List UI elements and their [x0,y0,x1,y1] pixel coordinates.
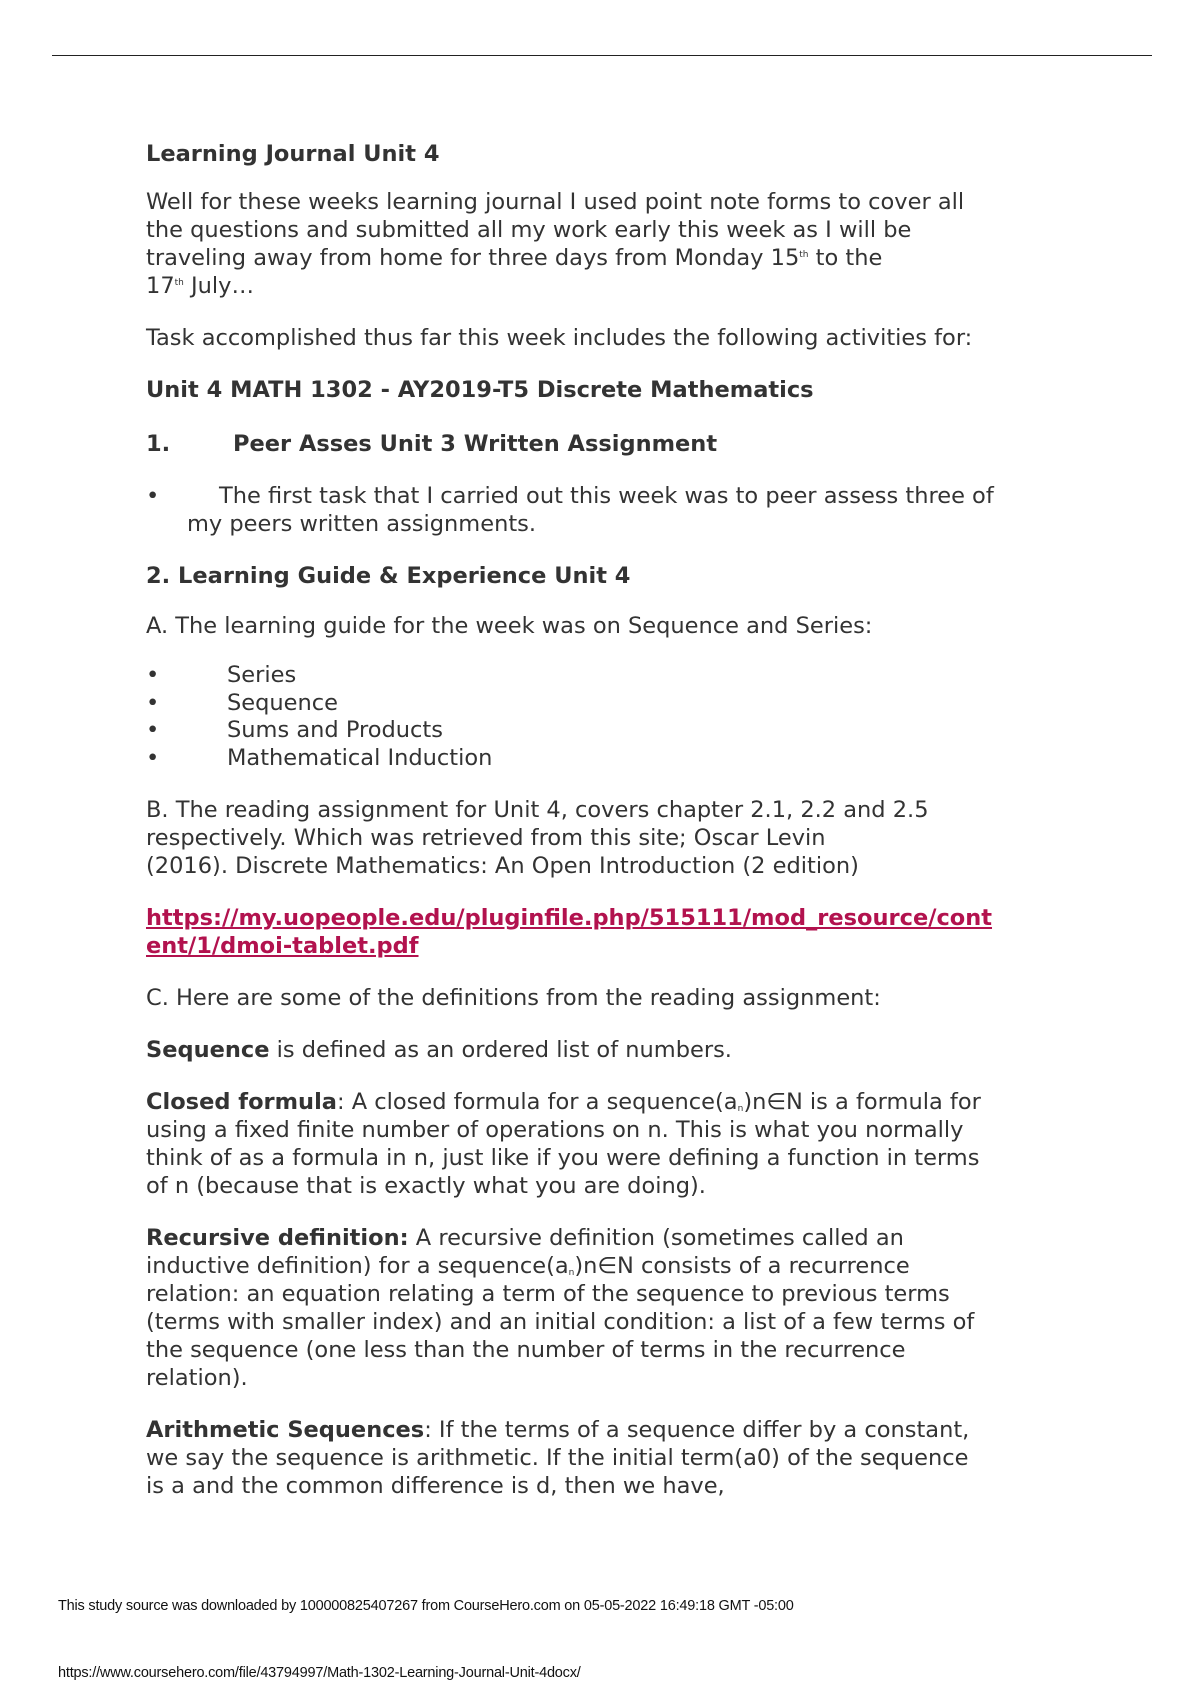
course-heading: Unit 4 MATH 1302 - AY2019-T5 Discrete Mathematics [146,377,814,403]
reading-assignment-paragraph: B. The reading assignment for Unit 4, covers chapter 2.1, 2.2 and 2.5 respectively. Which was retrieved from this site; Oscar Levin (2016). Discrete Mathematics: An Open Introduction (2 edition) [146,797,929,879]
definition-arithmetic: Arithmetic Sequences: If the terms of a sequence differ by a constant, we say the sequence is arithmetic. If the initial term(a0) of the sequence is a and the common difference is d, then we have, [146,1417,970,1499]
definitions-intro: C. Here are some of the definitions from the reading assignment: [146,985,881,1011]
intro-line-2: the questions and submitted all my work early this week as I will be [146,217,912,243]
topic-list [146,662,1086,772]
learning-guide-intro: A. The learning guide for the week was on Sequence and Series: [146,613,873,639]
intro-line-1: Well for these weeks learning journal I used point note forms to cover all [146,189,965,215]
section-2-heading: 2. Learning Guide & Experience Unit 4 [146,563,631,589]
list-item: • Mathematical Induction [146,744,493,771]
intro-line-3: traveling away from home for three days from Monday 15 [146,245,800,271]
bullet-icon: • [146,689,160,716]
section-number: 1. [146,431,171,457]
superscript-th: th [799,250,809,260]
term: Sequence [146,1037,270,1063]
bullet-icon: • [146,483,160,509]
definition-recursive: Recursive definition: A recursive definition (sometimes called an inductive definition) for a $sequence(a_n)n\in N$ consists of a recurrence relation: an equation relating a term of the sequence to previous terms (terms with smaller index) and an initial condition: a list of a few terms of the sequence (one less than the number of terms in the recurrence relation). [146,1225,975,1391]
term: Arithmetic Sequences [146,1417,425,1443]
page-title: Learning Journal Unit 4 [146,141,440,167]
document-body [146,140,1086,1524]
bullet-icon: • [146,662,160,688]
superscript-th: th [174,278,184,288]
term: Recursive definition: [146,1225,409,1251]
term: Closed formula [146,1089,337,1115]
section-1-heading [146,430,1086,458]
definition-closed-formula: Closed formula: A closed formula for a $sequence(a_n)n\in N$ is a formula for using a fixed finite number of operations on n. This is what you normally think of as a formula in n, just like if you were defining a function in terms of n (because that is exactly what you are doing). [146,1089,981,1199]
bullet-text-line-2: my peers written assignments. [187,511,537,537]
bullet-icon: • [146,744,160,771]
list-item: • Series [146,662,297,688]
header-rule [52,55,1152,56]
list-item: • Sequence [146,689,338,716]
peer-assessment-bullet [146,482,1086,538]
section-title: Peer Asses Unit 3 Written Assignment [233,431,718,457]
bullet-text-line-1: The first task that I carried out this week was to peer assess three of [219,483,994,509]
download-notice: This study source was downloaded by 100000825407267 from CourseHero.com on 05-05-2022 16:49:18 GMT -05:00 [58,1598,794,1614]
intro-paragraph: Well for these weeks learning journal I used point note forms to cover all the questions and submitted all my work early this week as I will be traveling away from home for three days from Monday 15th to the 17th July… [146,189,965,299]
definition-sequence: Sequence is defined as an ordered list of numbers. [146,1037,732,1063]
bullet-icon: • [146,717,160,743]
task-intro: Task accomplished thus far this week includes the following activities for: [146,325,973,351]
source-url[interactable]: https://www.coursehero.com/file/43794997/Math-1302-Learning-Journal-Unit-4docx/ [58,1665,581,1681]
intro-line-4: 17 [146,273,175,299]
reading-link[interactable]: https://my.uopeople.edu/pluginfile.php/515111/mod_resource/cont ent/1/dmoi-tablet.pdf [146,905,993,959]
list-item: • Sums and Products [146,717,443,743]
